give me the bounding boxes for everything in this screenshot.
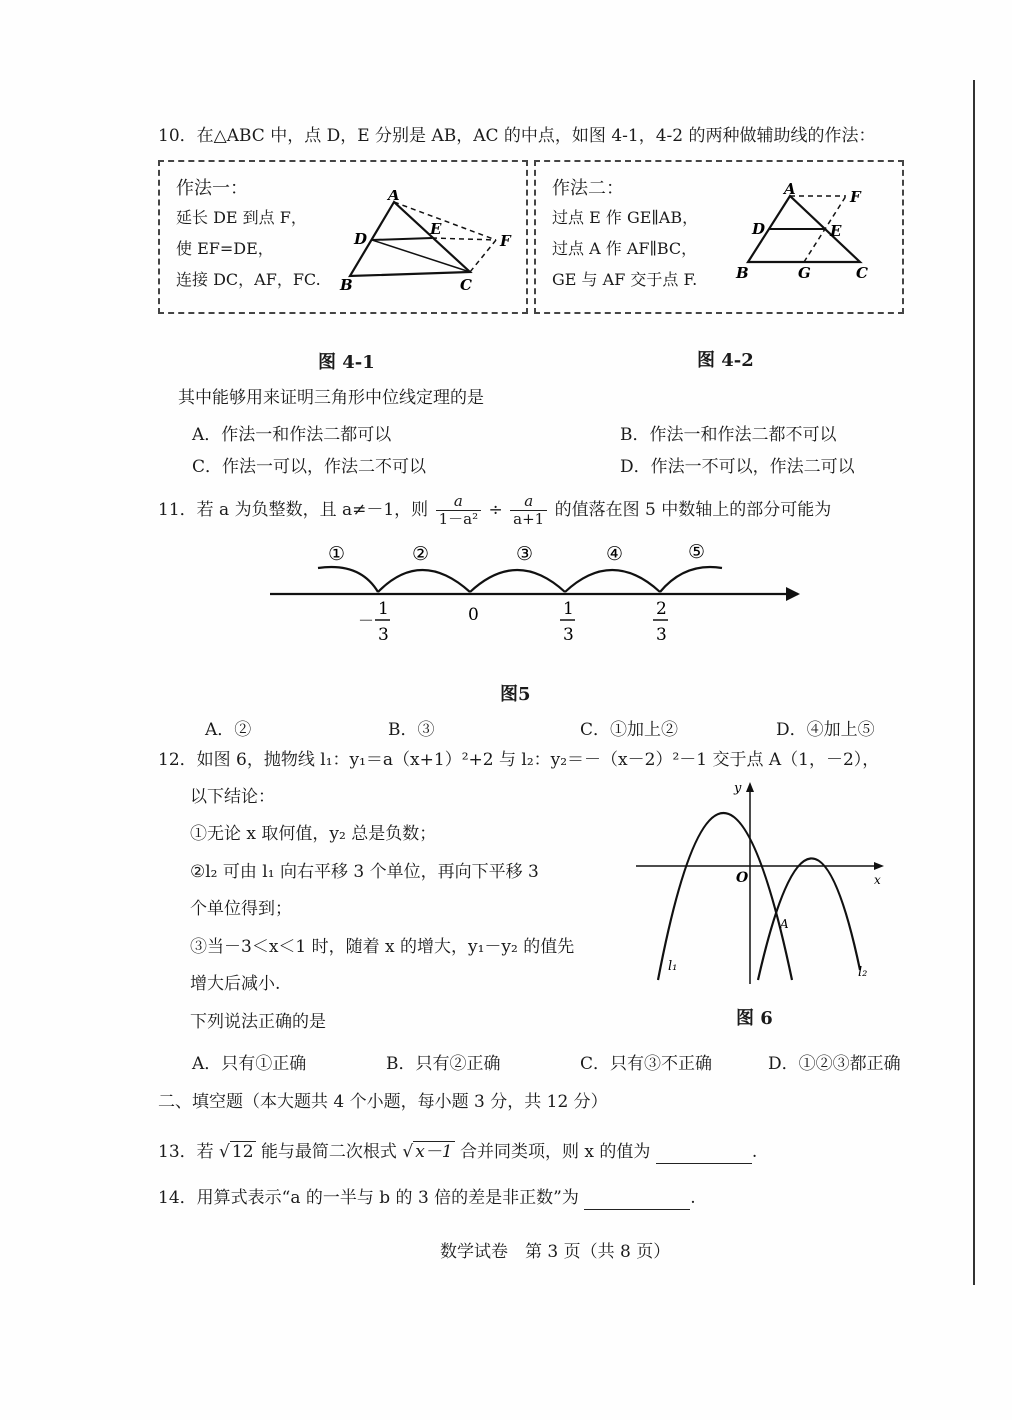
method1-line-1: 延长 DE 到点 F， bbox=[176, 208, 307, 227]
x-axis-label: x bbox=[874, 873, 881, 887]
point-f: F bbox=[500, 232, 511, 250]
l1-label: l₁ bbox=[668, 959, 678, 974]
arc-5 bbox=[660, 567, 722, 592]
q13-pre: 13．若 bbox=[158, 1142, 214, 1162]
point-c: C bbox=[460, 276, 472, 294]
q12-option-c: C．只有③不正确 bbox=[580, 1054, 713, 1074]
q10-option-c: C．作法一可以，作法二不可以 bbox=[192, 457, 427, 477]
parabola-l2 bbox=[758, 858, 860, 980]
q10-option-b: B．作法一和作法二都不可以 bbox=[620, 425, 837, 445]
figure-4-1 bbox=[338, 190, 518, 300]
q10-stem: 10．在△ABC 中，点 D，E 分别是 AB，AC 的中点，如图 4-1，4-2 的两种做辅助线的作法： bbox=[158, 126, 876, 146]
method2-line-2: 过点 A 作 AF∥BC， bbox=[552, 239, 698, 258]
segment-fc bbox=[470, 240, 496, 272]
tick-1-num: 1 bbox=[378, 599, 389, 619]
q13-answer-blank[interactable] bbox=[656, 1143, 752, 1164]
q13-radical-1: √ 12 bbox=[219, 1142, 254, 1162]
tick-3-num: 1 bbox=[563, 599, 574, 619]
point-f: F bbox=[850, 188, 861, 206]
q13 bbox=[158, 1140, 757, 1164]
q10-question: 其中能够用来证明三角形中位线定理的是 bbox=[178, 388, 484, 408]
point-b: B bbox=[736, 264, 749, 282]
q11-stem-pre: 11．若 a 为负整数，且 a≠－1，则 bbox=[158, 500, 429, 520]
point-b: B bbox=[340, 276, 353, 294]
q11-stem bbox=[158, 490, 831, 530]
arc-2 bbox=[378, 570, 470, 592]
q14 bbox=[158, 1186, 696, 1210]
q12-line-7: 下列说法正确的是 bbox=[190, 1012, 326, 1032]
figure-4-2 bbox=[726, 176, 886, 286]
segment-dc bbox=[372, 240, 470, 272]
method2-line-1: 过点 E 作 GE∥AB， bbox=[552, 208, 699, 227]
q12-option-a: A．只有①正确 bbox=[192, 1054, 307, 1074]
q11-frac1-den: 1－a² bbox=[438, 510, 479, 528]
q13-post: 合并同类项，则 x 的值为 bbox=[460, 1142, 651, 1162]
segment-de bbox=[372, 238, 432, 240]
tick-4-den: 3 bbox=[656, 625, 667, 645]
fig6-caption: 图 6 bbox=[736, 1008, 773, 1029]
point-e: E bbox=[830, 222, 842, 240]
origin-label: O bbox=[736, 870, 749, 886]
method1-line-2: 使 EF=DE， bbox=[176, 239, 274, 258]
q14-answer-blank[interactable] bbox=[584, 1189, 690, 1210]
x-axis-arrow bbox=[874, 862, 884, 870]
arc-label-3: ③ bbox=[516, 543, 534, 565]
q12-line-5: ③当－3＜x＜1 时，随着 x 的增大，y₁－y₂ 的值先 bbox=[190, 937, 575, 957]
q11-operator: ÷ bbox=[488, 500, 503, 520]
q13-mid: 能与最简二次根式 bbox=[260, 1142, 397, 1162]
q10-option-a: A．作法一和作法二都可以 bbox=[192, 425, 392, 445]
y-axis-label: y bbox=[734, 781, 742, 796]
q12-line-3: ②l₂ 可由 l₁ 向右平移 3 个单位，再向下平移 3 bbox=[190, 862, 539, 882]
point-a: A bbox=[784, 180, 796, 198]
q14-pre: 14．用算式表示“a 的一半与 b 的 3 倍的差是非正数”为 bbox=[158, 1188, 579, 1208]
q12-line-2: ①无论 x 取何值，y₂ 总是负数； bbox=[190, 824, 437, 844]
arc-4 bbox=[565, 570, 660, 592]
point-d: D bbox=[752, 220, 766, 238]
method2-box bbox=[534, 160, 904, 314]
point-a: A bbox=[388, 190, 400, 204]
tick-3-den: 3 bbox=[563, 625, 574, 645]
q11-option-c: C．①加上② bbox=[580, 720, 679, 740]
q12-line-6: 增大后减小. bbox=[190, 974, 281, 994]
parabola-l1 bbox=[658, 813, 792, 980]
arrow-head bbox=[786, 587, 800, 601]
segment-af bbox=[394, 202, 496, 240]
q12-line-1: 以下结论： bbox=[190, 787, 275, 807]
tick-zero: 0 bbox=[468, 605, 479, 625]
q11-frac2-num: a bbox=[510, 493, 547, 511]
fig4-2-caption: 图 4-2 bbox=[697, 350, 754, 371]
q11-option-b: B．③ bbox=[388, 720, 435, 740]
point-g: G bbox=[798, 264, 811, 282]
q11-option-d: D．④加上⑤ bbox=[776, 720, 875, 740]
arc-label-2: ② bbox=[412, 543, 430, 565]
q13-end: . bbox=[751, 1142, 758, 1162]
segment-ef bbox=[432, 238, 496, 240]
tick-neg-sign: － bbox=[358, 611, 375, 630]
q13-radicand-2: x－1 bbox=[415, 1142, 453, 1162]
arc-label-1: ① bbox=[328, 543, 346, 565]
point-d: D bbox=[354, 230, 368, 248]
point-c: C bbox=[856, 264, 868, 282]
q10-option-d: D．作法一不可以，作法二可以 bbox=[620, 457, 855, 477]
tick-4-num: 2 bbox=[656, 599, 667, 619]
method1-box bbox=[158, 160, 528, 314]
arc-label-5: ⑤ bbox=[688, 541, 706, 563]
page-footer: 数学试卷 第 3 页（共 8 页） bbox=[440, 1242, 671, 1262]
q11-frac1-num: a bbox=[436, 493, 482, 511]
q11-option-a: A．② bbox=[205, 720, 252, 740]
q12-option-b: B．只有②正确 bbox=[386, 1054, 501, 1074]
tick-1-den: 3 bbox=[378, 625, 389, 645]
page-edge-line bbox=[973, 80, 975, 1285]
y-axis-arrow bbox=[746, 782, 754, 792]
q11-stem-post: 的值落在图 5 中数轴上的部分可能为 bbox=[554, 500, 832, 520]
q11-fraction-2 bbox=[510, 493, 547, 528]
section-2-heading: 二、填空题（本大题共 4 个小题，每小题 3 分，共 12 分） bbox=[158, 1092, 608, 1112]
point-a-label: A bbox=[780, 917, 789, 931]
q11-fraction-1 bbox=[436, 493, 482, 528]
method1-title: 作法一： bbox=[176, 178, 248, 199]
fig4-1-caption: 图 4-1 bbox=[318, 352, 375, 373]
number-line-figure-5 bbox=[260, 536, 820, 656]
q12-stem: 12．如图 6，抛物线 l₁：y₁＝a（x+1）²+2 与 l₂：y₂＝－（x－2）²－1 交于点 A（1，－2）， bbox=[158, 750, 880, 770]
q12-line-4: 个单位得到； bbox=[190, 899, 292, 919]
arc-3 bbox=[470, 570, 565, 592]
method2-title: 作法二： bbox=[552, 178, 624, 199]
method1-line-3: 连接 DC，AF，FC. bbox=[176, 270, 321, 289]
l2-label: l₂ bbox=[858, 965, 868, 980]
fig5-caption: 图5 bbox=[500, 684, 531, 705]
q14-end: . bbox=[690, 1188, 696, 1208]
parabola-graph-figure-6 bbox=[630, 776, 890, 990]
point-e: E bbox=[430, 220, 442, 238]
q13-radical-2: √ x－1 bbox=[402, 1142, 453, 1162]
q13-radicand-1: 12 bbox=[231, 1142, 254, 1162]
q11-frac2-den: a+1 bbox=[513, 510, 545, 528]
q12-option-d: D．①②③都正确 bbox=[768, 1054, 901, 1074]
arc-1 bbox=[318, 567, 378, 592]
arc-label-4: ④ bbox=[606, 543, 624, 565]
method2-line-3: GE 与 AF 交于点 F. bbox=[552, 270, 698, 289]
